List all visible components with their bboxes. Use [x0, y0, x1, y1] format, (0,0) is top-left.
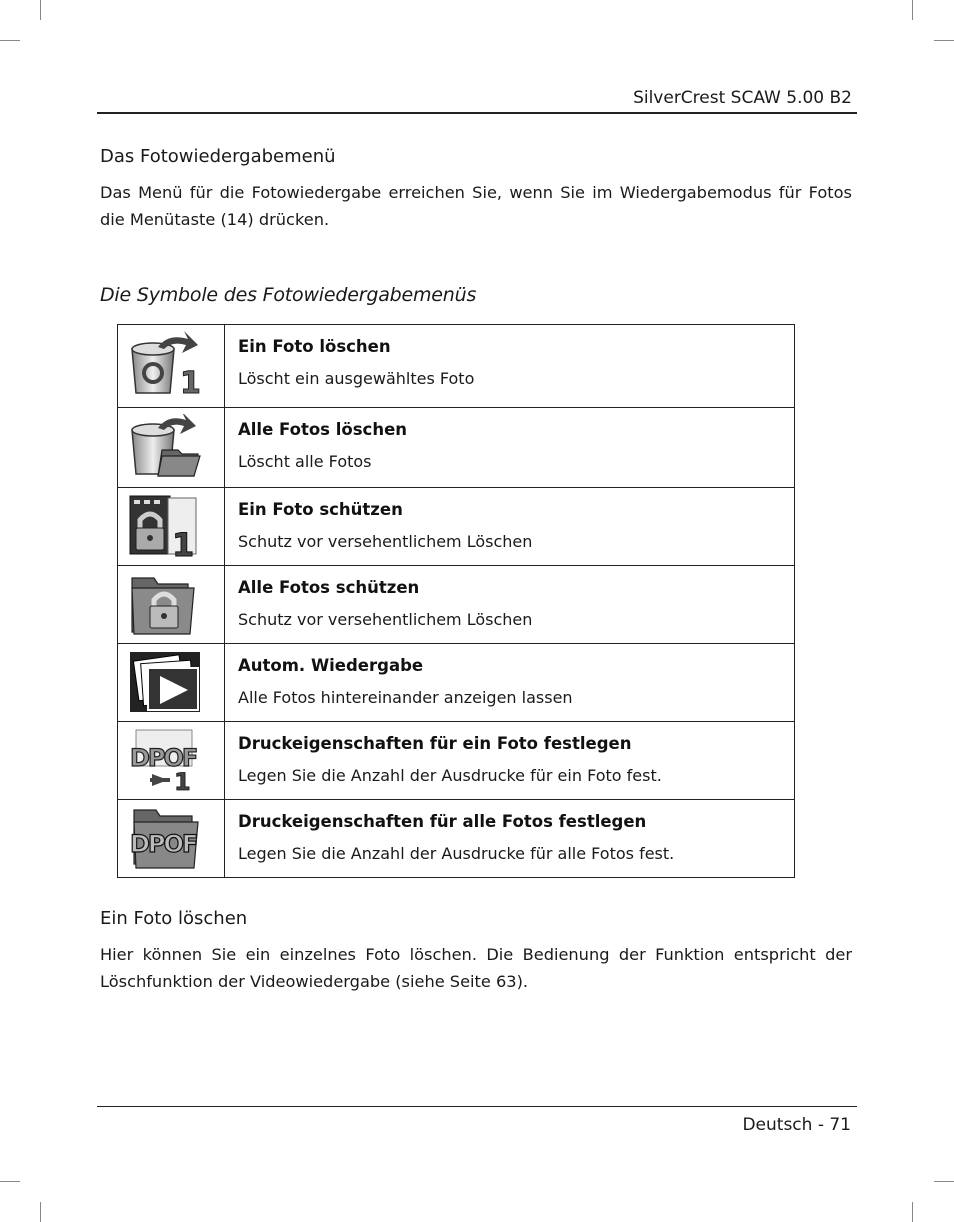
icon-cell — [118, 722, 225, 800]
table-row — [118, 408, 795, 488]
row-desc: Schutz vor versehentlichem Löschen — [238, 610, 533, 629]
svg-text:1: 1 — [180, 366, 201, 395]
table-row — [118, 800, 795, 878]
table-row — [118, 488, 795, 566]
trash-delete-all-icon — [128, 414, 202, 478]
symbols-heading: Die Symbole des Fotowiedergabemenüs — [100, 284, 477, 306]
row-title: Ein Foto schützen — [238, 500, 403, 519]
row-desc: Schutz vor versehentlichem Löschen — [238, 532, 533, 551]
section-heading: Das Fotowiedergabemenü — [100, 146, 336, 167]
slideshow-play-icon — [128, 650, 202, 714]
icon-cell — [118, 644, 225, 722]
crop-mark — [40, 1202, 41, 1222]
desc-cell — [225, 488, 795, 566]
crop-mark — [0, 1181, 20, 1182]
dpof-all-icon — [128, 806, 202, 870]
row-desc: Löscht alle Fotos — [238, 452, 372, 471]
symbols-table — [117, 324, 795, 878]
row-title: Autom. Wiedergabe — [238, 656, 424, 675]
table-row — [118, 325, 795, 408]
lock-folder-icon — [128, 572, 202, 636]
desc-cell — [225, 408, 795, 488]
crop-mark — [40, 0, 41, 20]
row-title: Ein Foto löschen — [238, 337, 391, 356]
section-heading: Ein Foto löschen — [100, 908, 248, 929]
row-desc: Legen Sie die Anzahl der Ausdrucke für alle Fotos fest. — [238, 844, 675, 863]
row-title: Alle Fotos schützen — [238, 578, 420, 597]
icon-cell — [118, 566, 225, 644]
crop-mark — [912, 0, 913, 20]
header-rule — [97, 112, 857, 114]
row-title: Druckeigenschaften für ein Foto festlegen — [238, 734, 632, 753]
row-desc: Legen Sie die Anzahl der Ausdrucke für ein Foto fest. — [238, 766, 662, 785]
icon-cell — [118, 408, 225, 488]
dpof-one-icon — [128, 728, 202, 792]
desc-cell — [225, 722, 795, 800]
row-desc: Alle Fotos hintereinander anzeigen lassen — [238, 688, 573, 707]
table-row — [118, 566, 795, 644]
page-number: Deutsch - 71 — [742, 1115, 851, 1135]
lock-one-photo-icon — [128, 494, 202, 558]
section-paragraph: Hier können Sie ein einzelnes Foto löschen. Die Bedienung der Funktion entspricht der Löschfunktion der Videowiedergabe (siehe Seite 63). — [100, 945, 852, 991]
section-paragraph: Das Menü für die Fotowiedergabe erreichen Sie, wenn Sie im Wiedergabemodus für Fotos die Menütaste (14) drücken. — [100, 183, 852, 229]
icon-cell — [118, 488, 225, 566]
table-row — [118, 644, 795, 722]
footer-rule — [97, 1106, 857, 1107]
desc-cell — [225, 325, 795, 408]
trash-delete-one-icon — [128, 331, 202, 395]
desc-cell — [225, 644, 795, 722]
crop-mark — [0, 40, 20, 41]
icon-cell — [118, 800, 225, 878]
desc-cell — [225, 566, 795, 644]
row-title: Druckeigenschaften für alle Fotos festlegen — [238, 812, 647, 831]
svg-text:DPOF: DPOF — [130, 744, 197, 772]
running-header: SilverCrest SCAW 5.00 B2 — [633, 88, 852, 108]
svg-text:1: 1 — [172, 526, 195, 558]
table-row — [118, 722, 795, 800]
row-title: Alle Fotos löschen — [238, 420, 408, 439]
crop-mark — [934, 40, 954, 41]
desc-cell — [225, 800, 795, 878]
icon-cell — [118, 325, 225, 408]
svg-text:DPOF: DPOF — [130, 830, 197, 858]
svg-text:1: 1 — [174, 768, 191, 792]
crop-mark — [934, 1181, 954, 1182]
crop-mark — [912, 1202, 913, 1222]
row-desc: Löscht ein ausgewähltes Foto — [238, 369, 475, 388]
